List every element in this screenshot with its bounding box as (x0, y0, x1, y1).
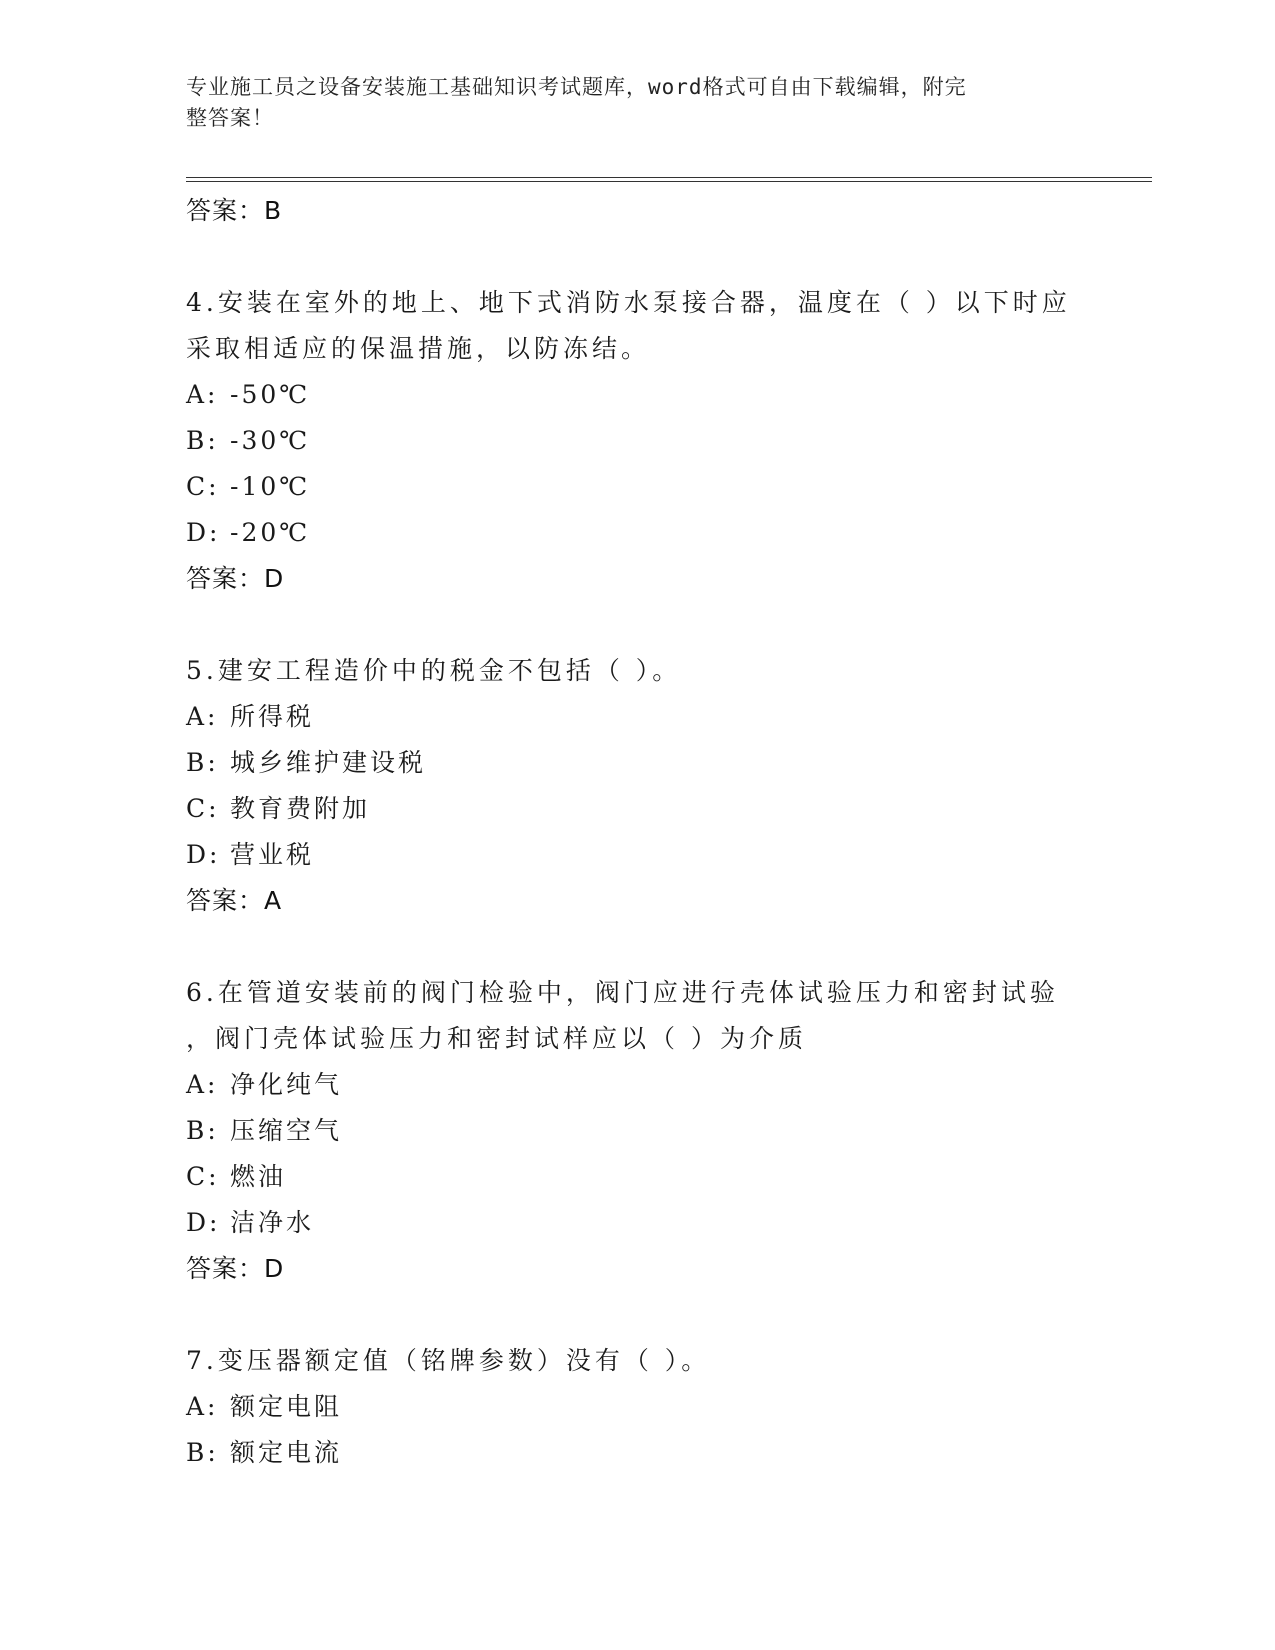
question-5-answer: 答案：A (186, 886, 283, 915)
option-text: 洁净水 (230, 1208, 315, 1237)
question-4-text-line-2: 采取相适应的保温措施，以防冻结。 (186, 334, 651, 363)
header-line-1: 专业施工员之设备安装施工基础知识考试题库，word格式可自由下载编辑，附完 (186, 75, 967, 99)
question-6 (186, 970, 1086, 1292)
option-text: 营业税 (230, 840, 315, 869)
option-letter: C: (186, 1162, 220, 1191)
question-5-option-c (186, 786, 1086, 832)
question-4 (186, 280, 1086, 602)
answer-q3: 答案：B (186, 196, 283, 225)
option-text: 教育费附加 (230, 794, 371, 823)
question-4-option-b (186, 418, 1086, 464)
question-6-option-d (186, 1200, 1086, 1246)
option-text: 所得税 (230, 702, 315, 731)
header-divider-bottom (186, 181, 1152, 182)
option-text: 额定电流 (230, 1438, 343, 1467)
option-text: -30℃ (230, 426, 311, 455)
option-text: -10℃ (230, 472, 311, 501)
question-5-option-d (186, 832, 1086, 878)
question-4-text-line-1: 4.安装在室外的地上、地下式消防水泵接合器，温度在（ ）以下时应 (186, 288, 1071, 317)
question-6-answer: 答案：D (186, 1254, 285, 1283)
question-7-option-a (186, 1384, 1086, 1430)
option-text: 压缩空气 (230, 1116, 343, 1145)
option-text: 额定电阻 (230, 1392, 343, 1421)
option-text: 净化纯气 (230, 1070, 343, 1099)
option-text: 城乡维护建设税 (230, 748, 427, 777)
option-letter: A: (186, 380, 219, 409)
header-divider-top (186, 177, 1152, 178)
option-letter: C: (186, 472, 220, 501)
question-4-option-d (186, 510, 1086, 556)
question-7 (186, 1338, 1086, 1476)
option-letter: D: (186, 840, 221, 869)
option-letter: A: (186, 702, 219, 731)
question-5-option-b (186, 740, 1086, 786)
option-letter: C: (186, 794, 220, 823)
spacer (186, 234, 1086, 280)
option-text: -50℃ (230, 380, 311, 409)
question-4-answer: 答案：D (186, 564, 285, 593)
question-4-option-c (186, 464, 1086, 510)
question-6-text-line-2: ，阀门壳体试验压力和密封试样应以（ ）为介质 (186, 1024, 807, 1053)
question-7-option-b (186, 1430, 1086, 1476)
spacer (186, 602, 1086, 648)
question-6-option-c (186, 1154, 1086, 1200)
option-letter: B: (186, 748, 219, 777)
option-letter: A: (186, 1070, 219, 1099)
option-text: -20℃ (230, 518, 311, 547)
option-text: 燃油 (230, 1162, 287, 1191)
option-letter: B: (186, 1116, 219, 1145)
header-line-2: 整答案！ (186, 106, 274, 130)
spacer (186, 924, 1086, 970)
spacer (186, 1292, 1086, 1338)
question-5-text-line-1: 5.建安工程造价中的税金不包括（ ）。 (186, 656, 682, 685)
option-letter: D: (186, 1208, 221, 1237)
question-6-option-a (186, 1062, 1086, 1108)
document-header (186, 72, 1066, 134)
question-4-option-a (186, 372, 1086, 418)
option-letter: B: (186, 426, 219, 455)
option-letter: D: (186, 518, 221, 547)
question-list (186, 188, 1086, 1476)
question-6-option-b (186, 1108, 1086, 1154)
option-letter: A: (186, 1392, 219, 1421)
option-letter: B: (186, 1438, 219, 1467)
question-5 (186, 648, 1086, 924)
question-7-text-line-1: 7.变压器额定值（铭牌参数）没有（ ）。 (186, 1346, 711, 1375)
question-5-option-a (186, 694, 1086, 740)
question-6-text-line-1: 6.在管道安装前的阀门检验中，阀门应进行壳体试验压力和密封试验 (186, 978, 1059, 1007)
